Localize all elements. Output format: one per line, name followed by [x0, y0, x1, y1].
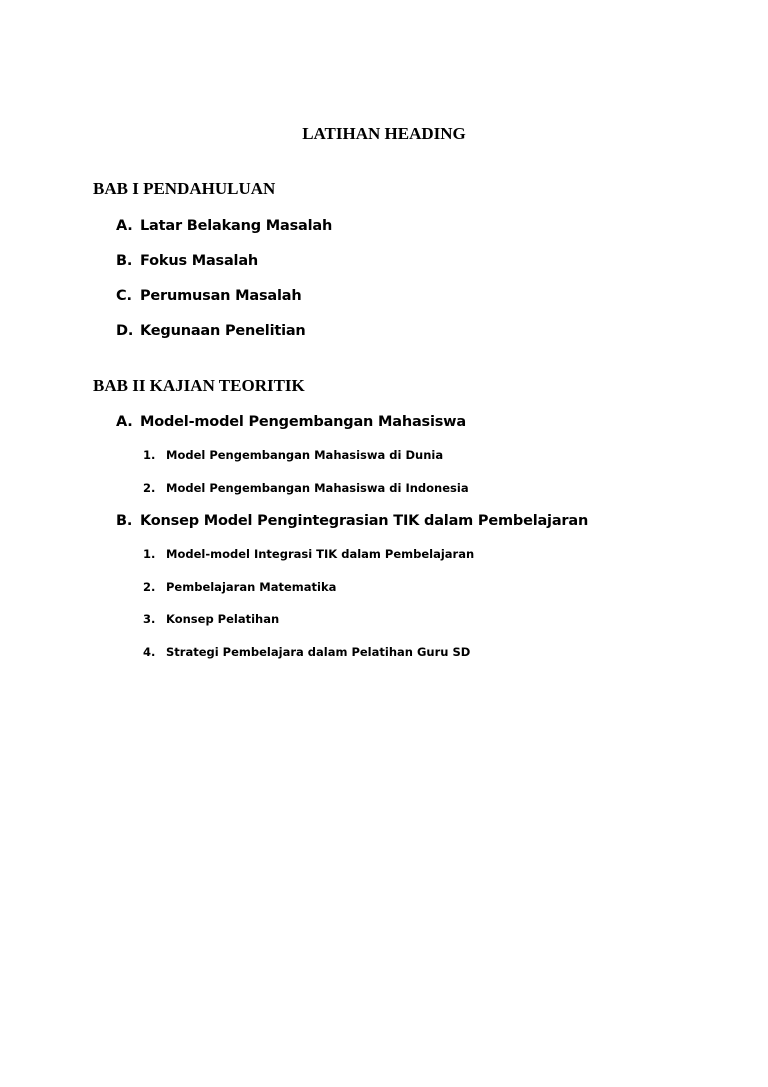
subsection-label: Model Pengembangan Mahasiswa di Dunia: [166, 448, 444, 462]
subsection-marker: 2.: [143, 580, 156, 594]
section-marker: C.: [116, 288, 132, 304]
section-label: Konsep Model Pengintegrasian TIK dalam Pembelajaran: [140, 513, 589, 529]
subsection-marker: 3.: [143, 612, 156, 626]
subsection-label: Model Pengembangan Mahasiswa di Indonesia: [166, 481, 469, 495]
subsection-label: Pembelajaran Matematika: [166, 580, 337, 594]
section-marker: A.: [116, 218, 133, 234]
subsection-label: Model-model Integrasi TIK dalam Pembelajaran: [166, 547, 475, 561]
section-marker: D.: [116, 323, 134, 339]
subsection-marker: 4.: [143, 645, 156, 659]
chapter-heading-bab-i: BAB I PENDAHULUAN: [93, 179, 276, 198]
section-marker: B.: [116, 253, 133, 269]
subsection-marker: 1.: [143, 547, 156, 561]
subsection-label: Konsep Pelatihan: [166, 612, 280, 626]
section-marker: B.: [116, 513, 133, 529]
section-label: Kegunaan Penelitian: [140, 323, 306, 339]
subsection-marker: 1.: [143, 448, 156, 462]
page-title: LATIHAN HEADING: [302, 124, 466, 143]
section-label: Fokus Masalah: [140, 253, 259, 269]
section-marker: A.: [116, 414, 133, 430]
section-label: Latar Belakang Masalah: [140, 218, 333, 234]
section-label: Model-model Pengembangan Mahasiswa: [140, 414, 466, 430]
subsection-marker: 2.: [143, 481, 156, 495]
section-label: Perumusan Masalah: [140, 288, 302, 304]
subsection-label: Strategi Pembelajara dalam Pelatihan Guru SD: [166, 645, 471, 659]
chapter-heading-bab-ii: BAB II KAJIAN TEORITIK: [93, 376, 305, 395]
